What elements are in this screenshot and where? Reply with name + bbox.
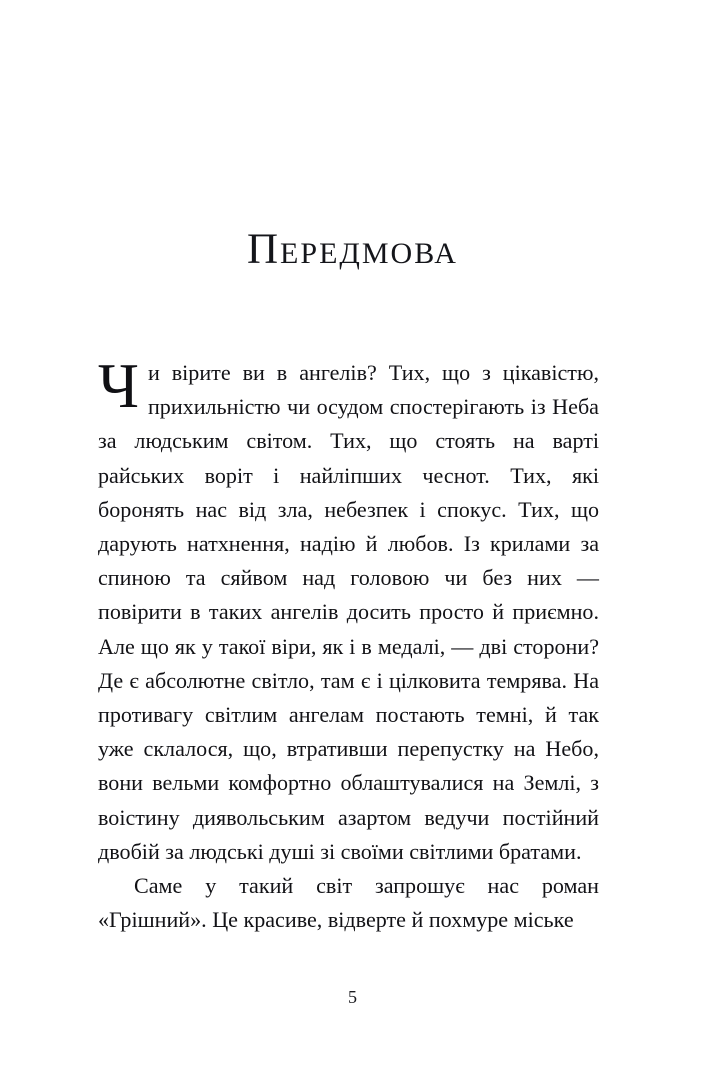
- page-title: Передмова: [247, 225, 458, 273]
- drop-cap: Ч: [98, 351, 139, 421]
- paragraph-2: [98, 869, 599, 937]
- paragraph-1: [98, 351, 599, 869]
- body-text-block: [98, 351, 599, 937]
- paragraph-2-text: Саме у такий світ запрошує нас роман «Грішний». Це красиве, відверте й похмуре міське: [98, 873, 599, 933]
- page-number: 5: [348, 987, 357, 1007]
- paragraph-1-text: и вірите ви в ангелів? Тих, що з цікавістю, прихильністю чи осудом спостерігають із Неба за людським світом. Тих, що стоять на варті райських воріт і найліпших чеснот. Тих, які боронять нас від зла, небезпек і спокус. Тих, що дарують натхнення, надію й любов. Із крилами за спиною та сяйвом над головою чи без них — повірити в таких ангелів досить просто й приємно. Але що як у такої віри, як і в медалі, — дві сторони? Де є абсолютне світло, там є і цілковита темрява. На противагу світлим ангелам постають темні, й так уже склалося, що, втративши перепустку на Небо, вони вельми комфортно облаштувалися на Землі, з воістину диявольським азартом ведучи постійний двобій за людські душі зі своїми світлими братами.: [98, 360, 599, 864]
